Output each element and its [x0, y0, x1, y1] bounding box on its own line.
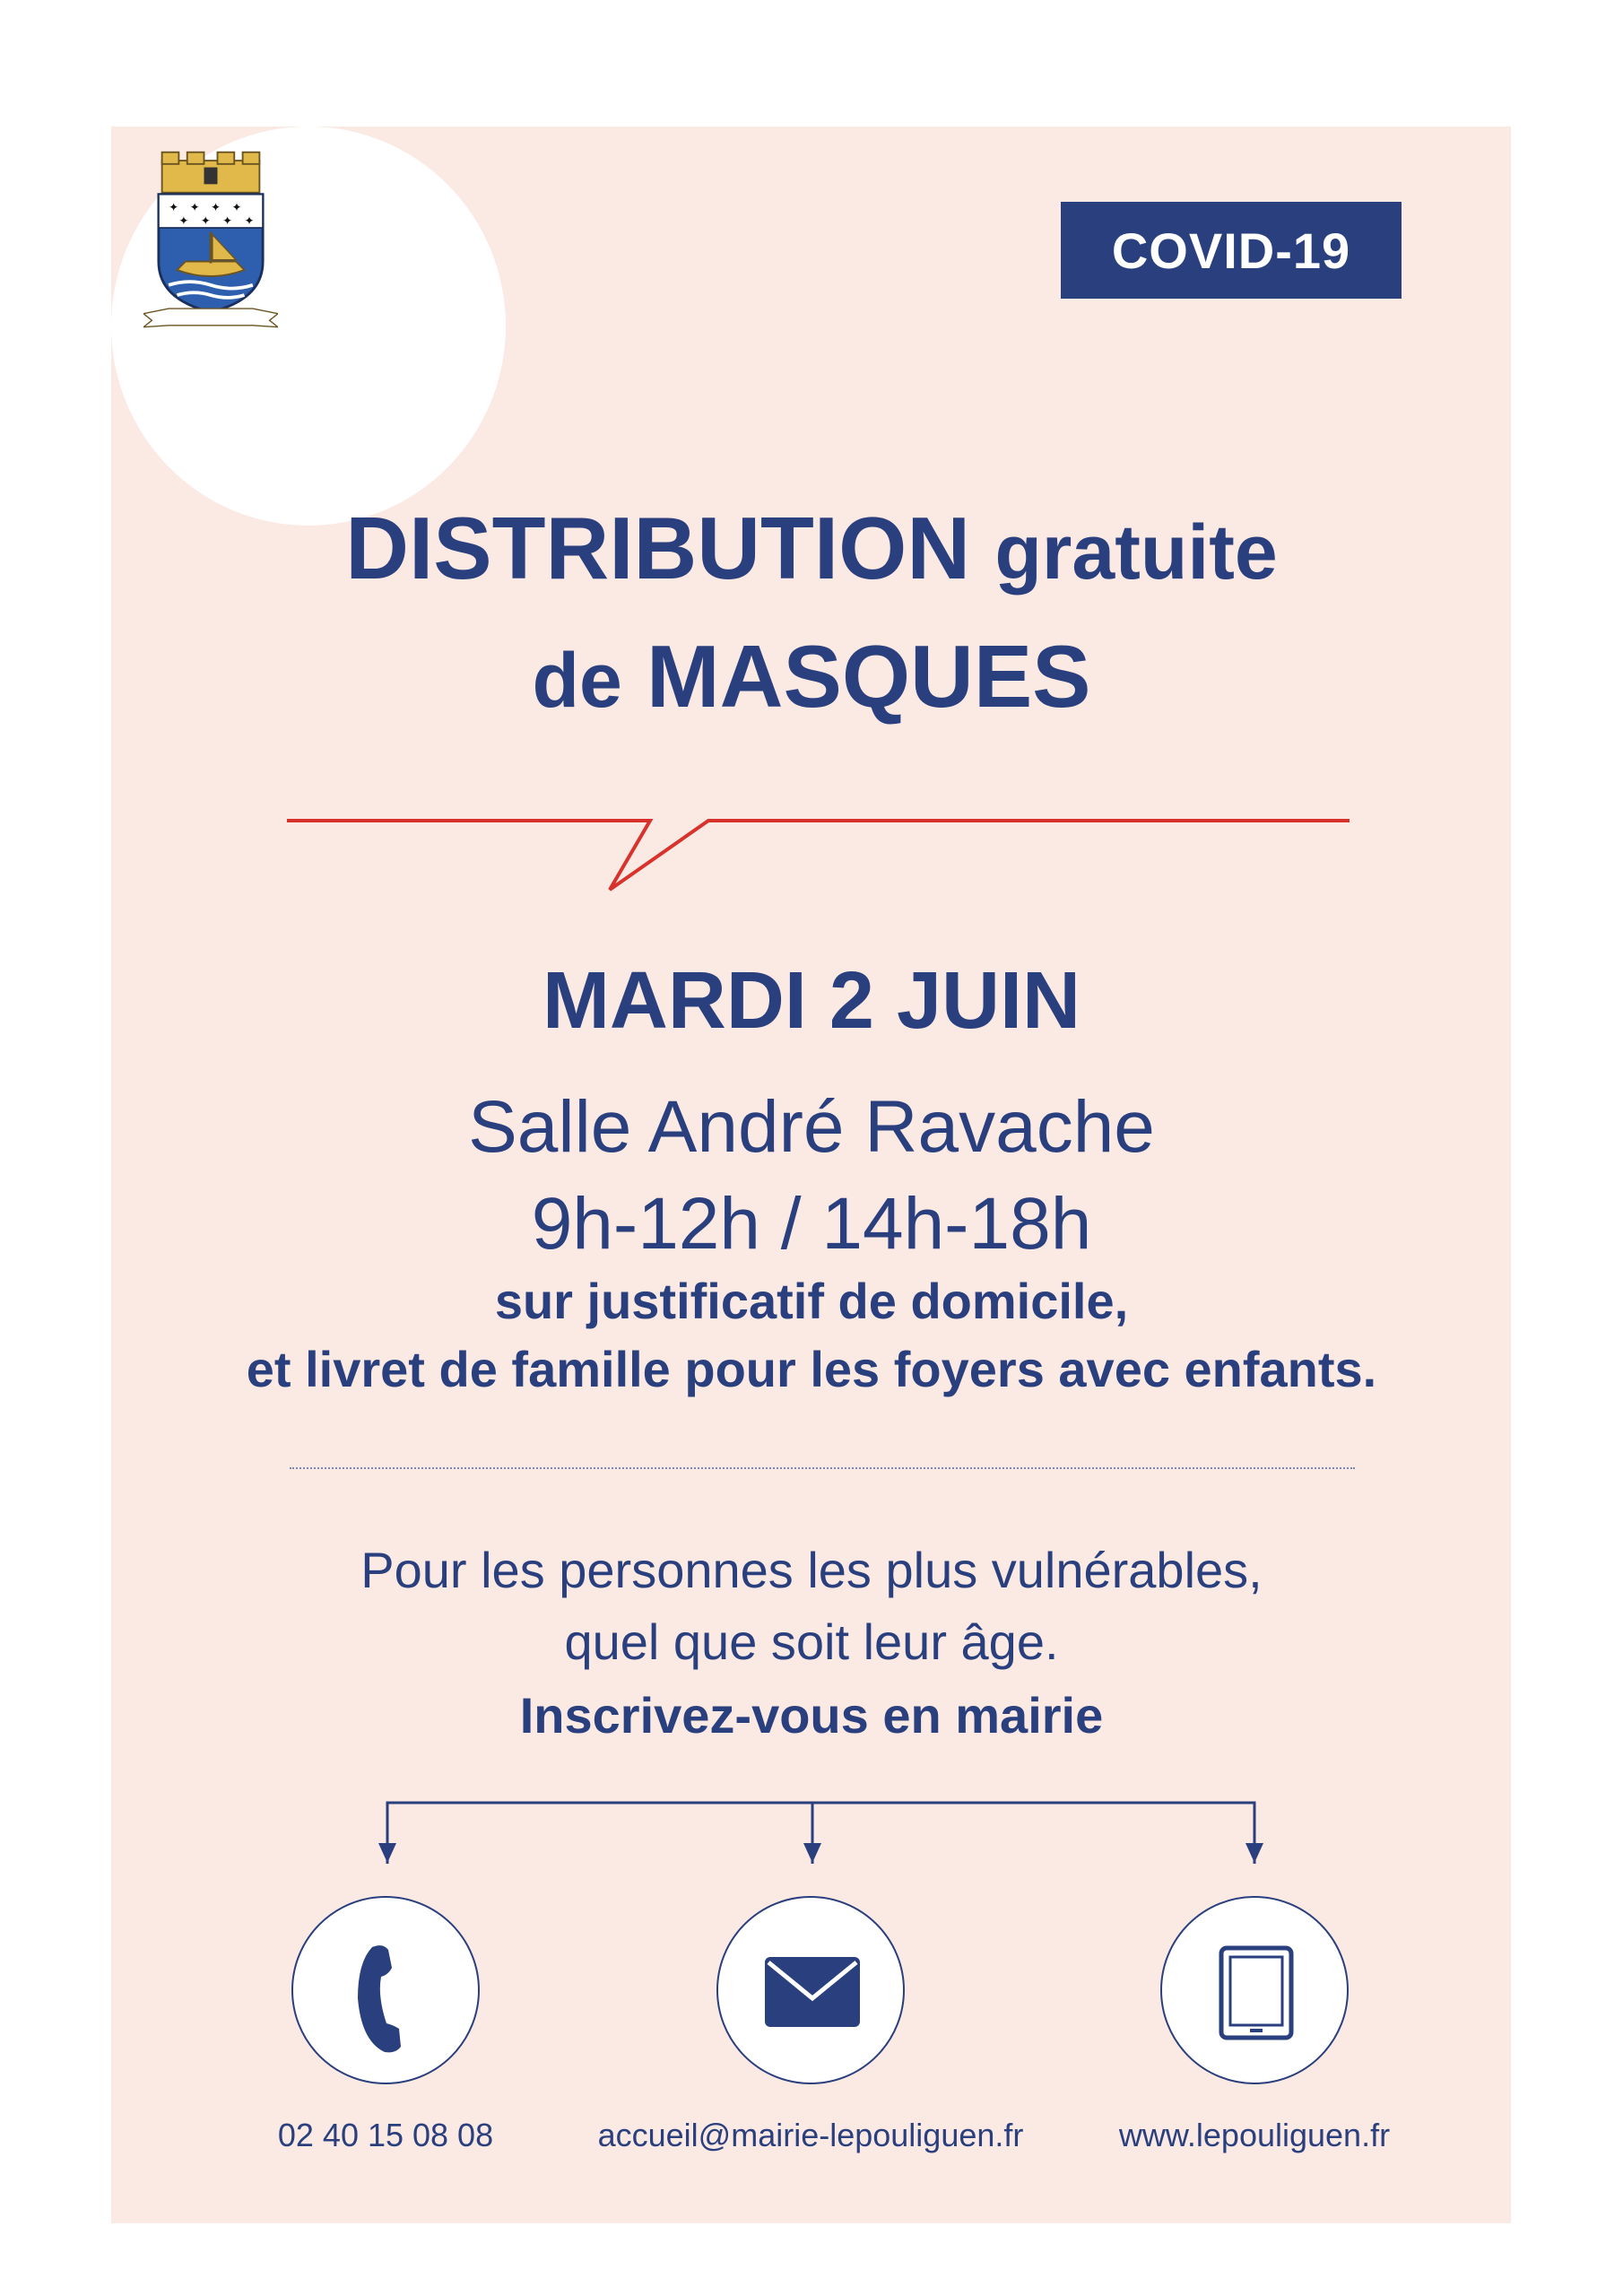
vulnerable-line-2: quel que soit leur âge.	[564, 1613, 1059, 1670]
requirement-line-1: sur justificatif de domicile,	[494, 1273, 1129, 1329]
town-crest-logo	[143, 151, 278, 335]
phone-number[interactable]: 02 40 15 08 08	[277, 2117, 494, 2153]
svg-text:✦: ✦	[169, 200, 179, 214]
headline-de: de	[532, 638, 622, 724]
event-date: MARDI 2 JUIN	[542, 956, 1081, 1046]
phone-contact-circle[interactable]	[291, 1896, 480, 2084]
svg-text:✦: ✦	[222, 213, 233, 228]
svg-text:✦: ✦	[244, 213, 255, 228]
website-url[interactable]: www.lepouliguen.fr	[1118, 2117, 1391, 2153]
svg-text:✦: ✦	[178, 213, 189, 228]
phone-icon	[293, 1898, 482, 2086]
website-contact-circle[interactable]	[1160, 1896, 1349, 2084]
headline-distribution: DISTRIBUTION	[345, 499, 971, 597]
register-call-to-action: Inscrivez-vous en mairie	[519, 1687, 1104, 1744]
requirement-line-2: et livret de famille pour les foyers avec enfants.	[246, 1341, 1377, 1397]
event-venue: Salle André Ravache	[468, 1086, 1155, 1168]
dotted-divider	[290, 1467, 1355, 1469]
svg-text:✦: ✦	[211, 200, 221, 214]
svg-text:✦: ✦	[189, 200, 200, 214]
tablet-icon	[1162, 1898, 1350, 2086]
svg-text:✦: ✦	[200, 213, 211, 228]
envelope-icon	[718, 1898, 907, 2086]
email-address[interactable]: accueil@mairie-lepouliguen.fr	[597, 2117, 1024, 2153]
svg-text:✦: ✦	[231, 200, 242, 214]
vulnerable-line-1: Pour les personnes les plus vulnérables,	[360, 1542, 1263, 1598]
covid-badge: COVID-19	[1061, 202, 1402, 299]
headline-line-2	[0, 626, 1623, 727]
event-hours: 9h-12h / 14h-18h	[531, 1183, 1092, 1265]
email-contact-circle[interactable]	[716, 1896, 905, 2084]
headline-masques: MASQUES	[647, 627, 1091, 726]
headline-line-1	[0, 498, 1623, 599]
headline-gratuite: gratuite	[994, 509, 1278, 596]
